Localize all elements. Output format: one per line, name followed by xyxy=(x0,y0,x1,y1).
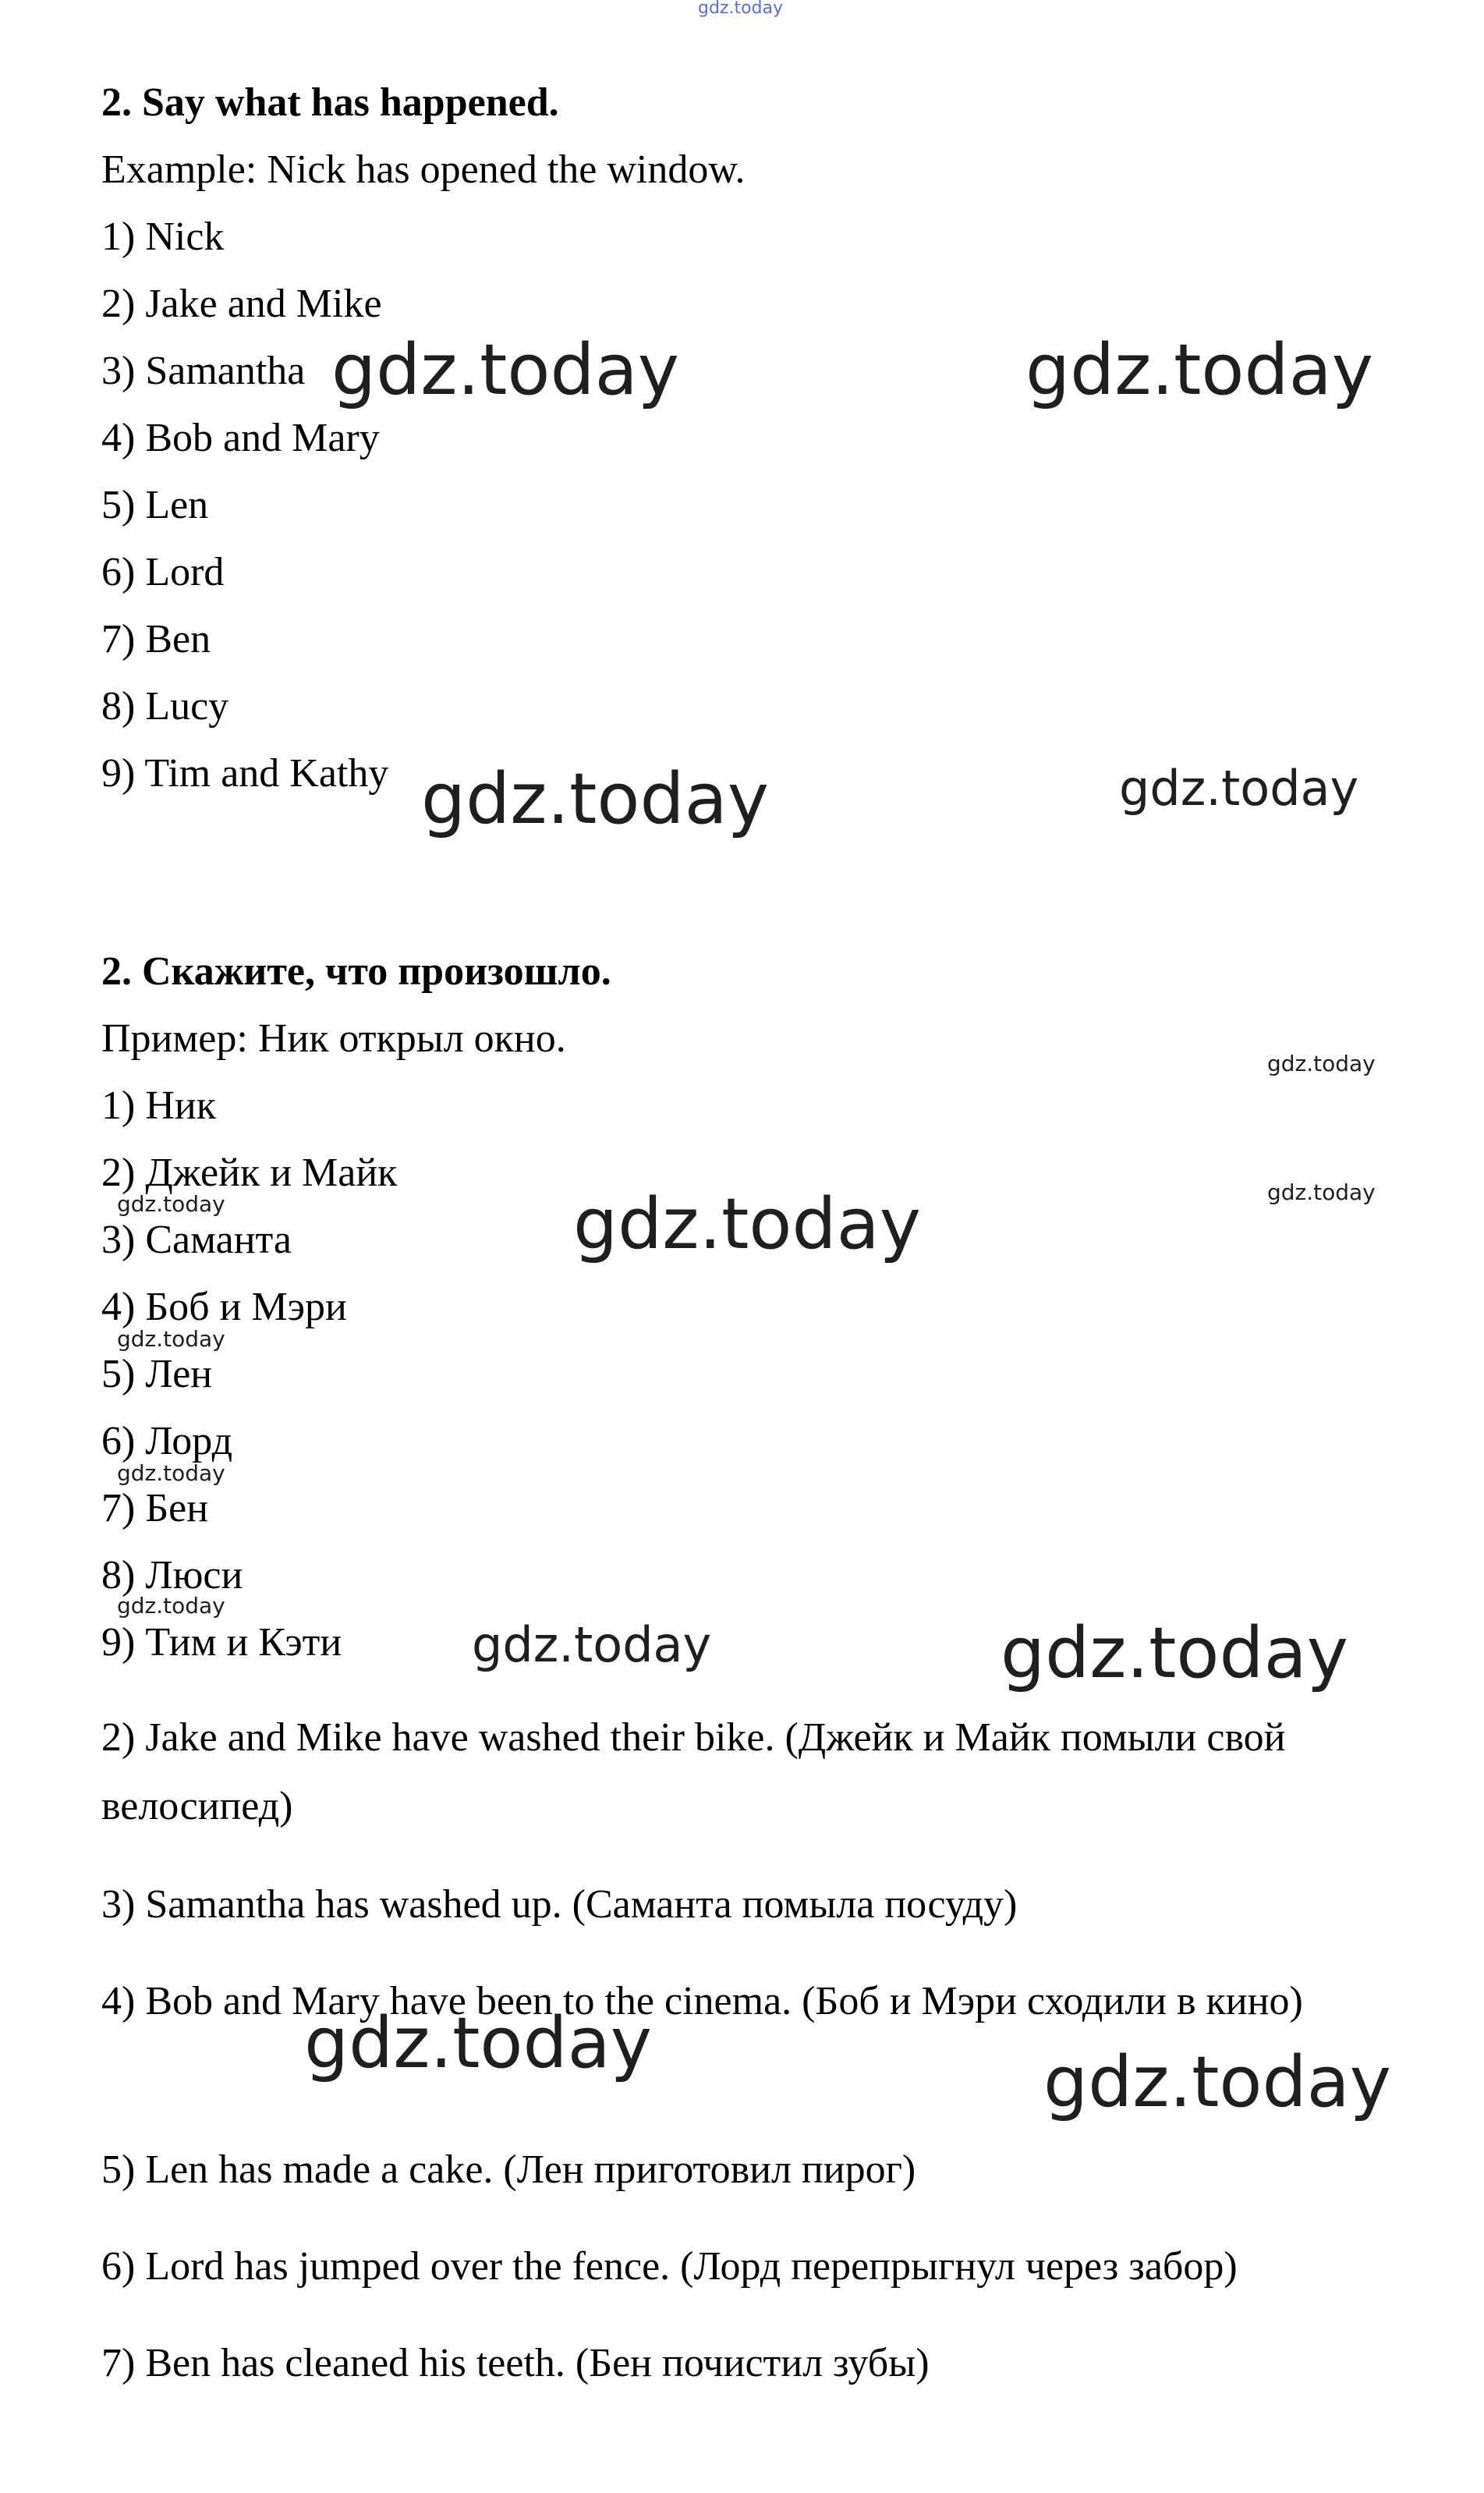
watermark-text: gdz.today xyxy=(304,2002,653,2084)
watermark-text: gdz.today xyxy=(1267,1051,1376,1076)
list-item-english-5: 5) Len xyxy=(101,483,209,527)
answer-6: 6) Lord has jumped over the fence. (Лорд перепрыгнул через забор) xyxy=(101,2244,1238,2289)
list-item-russian-7: 7) Бен xyxy=(101,1486,209,1530)
watermark-text: gdz.today xyxy=(331,329,680,411)
watermark-text: gdz.today xyxy=(1267,1179,1376,1205)
watermark-text: gdz.today xyxy=(1119,760,1359,817)
watermark-text: gdz.today xyxy=(573,1183,922,1265)
list-item-english-3: 3) Samantha xyxy=(101,349,306,393)
list-item-russian-1: 1) Ник xyxy=(101,1083,216,1128)
list-item-english-8: 8) Lucy xyxy=(101,684,229,729)
watermark-text: gdz.today xyxy=(117,1593,225,1619)
list-item-russian-9: 9) Тим и Кэти xyxy=(101,1620,342,1665)
list-item-english-6: 6) Lord xyxy=(101,550,225,594)
answer-3: 3) Samantha has washed up. (Саманта помыла посуду) xyxy=(101,1882,1018,1927)
watermark-text: gdz.today xyxy=(117,1460,225,1486)
list-item-russian-5: 5) Лен xyxy=(101,1352,213,1396)
watermark-text: gdz.today xyxy=(117,1191,225,1217)
list-item-english-2: 2) Jake and Mike xyxy=(101,282,382,326)
answer-2: 2) Jake and Mike have washed their bike. (Джейк и Майк помыли свой велосипед) xyxy=(101,1715,1286,1828)
example-russian: Пример: Ник открыл окно. xyxy=(101,1016,566,1061)
list-item-russian-2: 2) Джейк и Майк xyxy=(101,1151,398,1195)
watermark-text: gdz.today xyxy=(1001,1612,1349,1694)
watermark-text: gdz.today xyxy=(698,0,784,18)
answer-7: 7) Ben has cleaned his teeth. (Бен почистил зубы) xyxy=(101,2341,930,2385)
watermark-text: gdz.today xyxy=(1043,2041,1392,2123)
example-english: Example: Nick has opened the window. xyxy=(101,147,746,192)
answer-5: 5) Len has made a cake. (Лен приготовил пирог) xyxy=(101,2147,916,2192)
list-item-english-9: 9) Tim and Kathy xyxy=(101,751,389,796)
list-item-russian-6: 6) Лорд xyxy=(101,1419,233,1463)
exercise-heading-english: 2. Say what has happened. xyxy=(101,80,559,125)
list-item-russian-4: 4) Боб и Мэри xyxy=(101,1285,347,1329)
answer-4: 4) Bob and Mary have been to the cinema. (Боб и Мэри сходили в кино) xyxy=(101,1979,1303,2023)
exercise-heading-russian: 2. Скажите, что произошло. xyxy=(101,949,611,994)
list-item-english-7: 7) Ben xyxy=(101,617,211,661)
list-item-russian-8: 8) Люси xyxy=(101,1553,243,1598)
list-item-russian-3: 3) Саманта xyxy=(101,1218,292,1262)
list-item-english-1: 1) Nick xyxy=(101,215,225,259)
watermark-text: gdz.today xyxy=(117,1326,225,1352)
watermark-text: gdz.today xyxy=(472,1616,712,1673)
watermark-text: gdz.today xyxy=(421,758,770,840)
watermark-text: gdz.today xyxy=(1025,329,1374,411)
list-item-english-4: 4) Bob and Mary xyxy=(101,416,380,460)
